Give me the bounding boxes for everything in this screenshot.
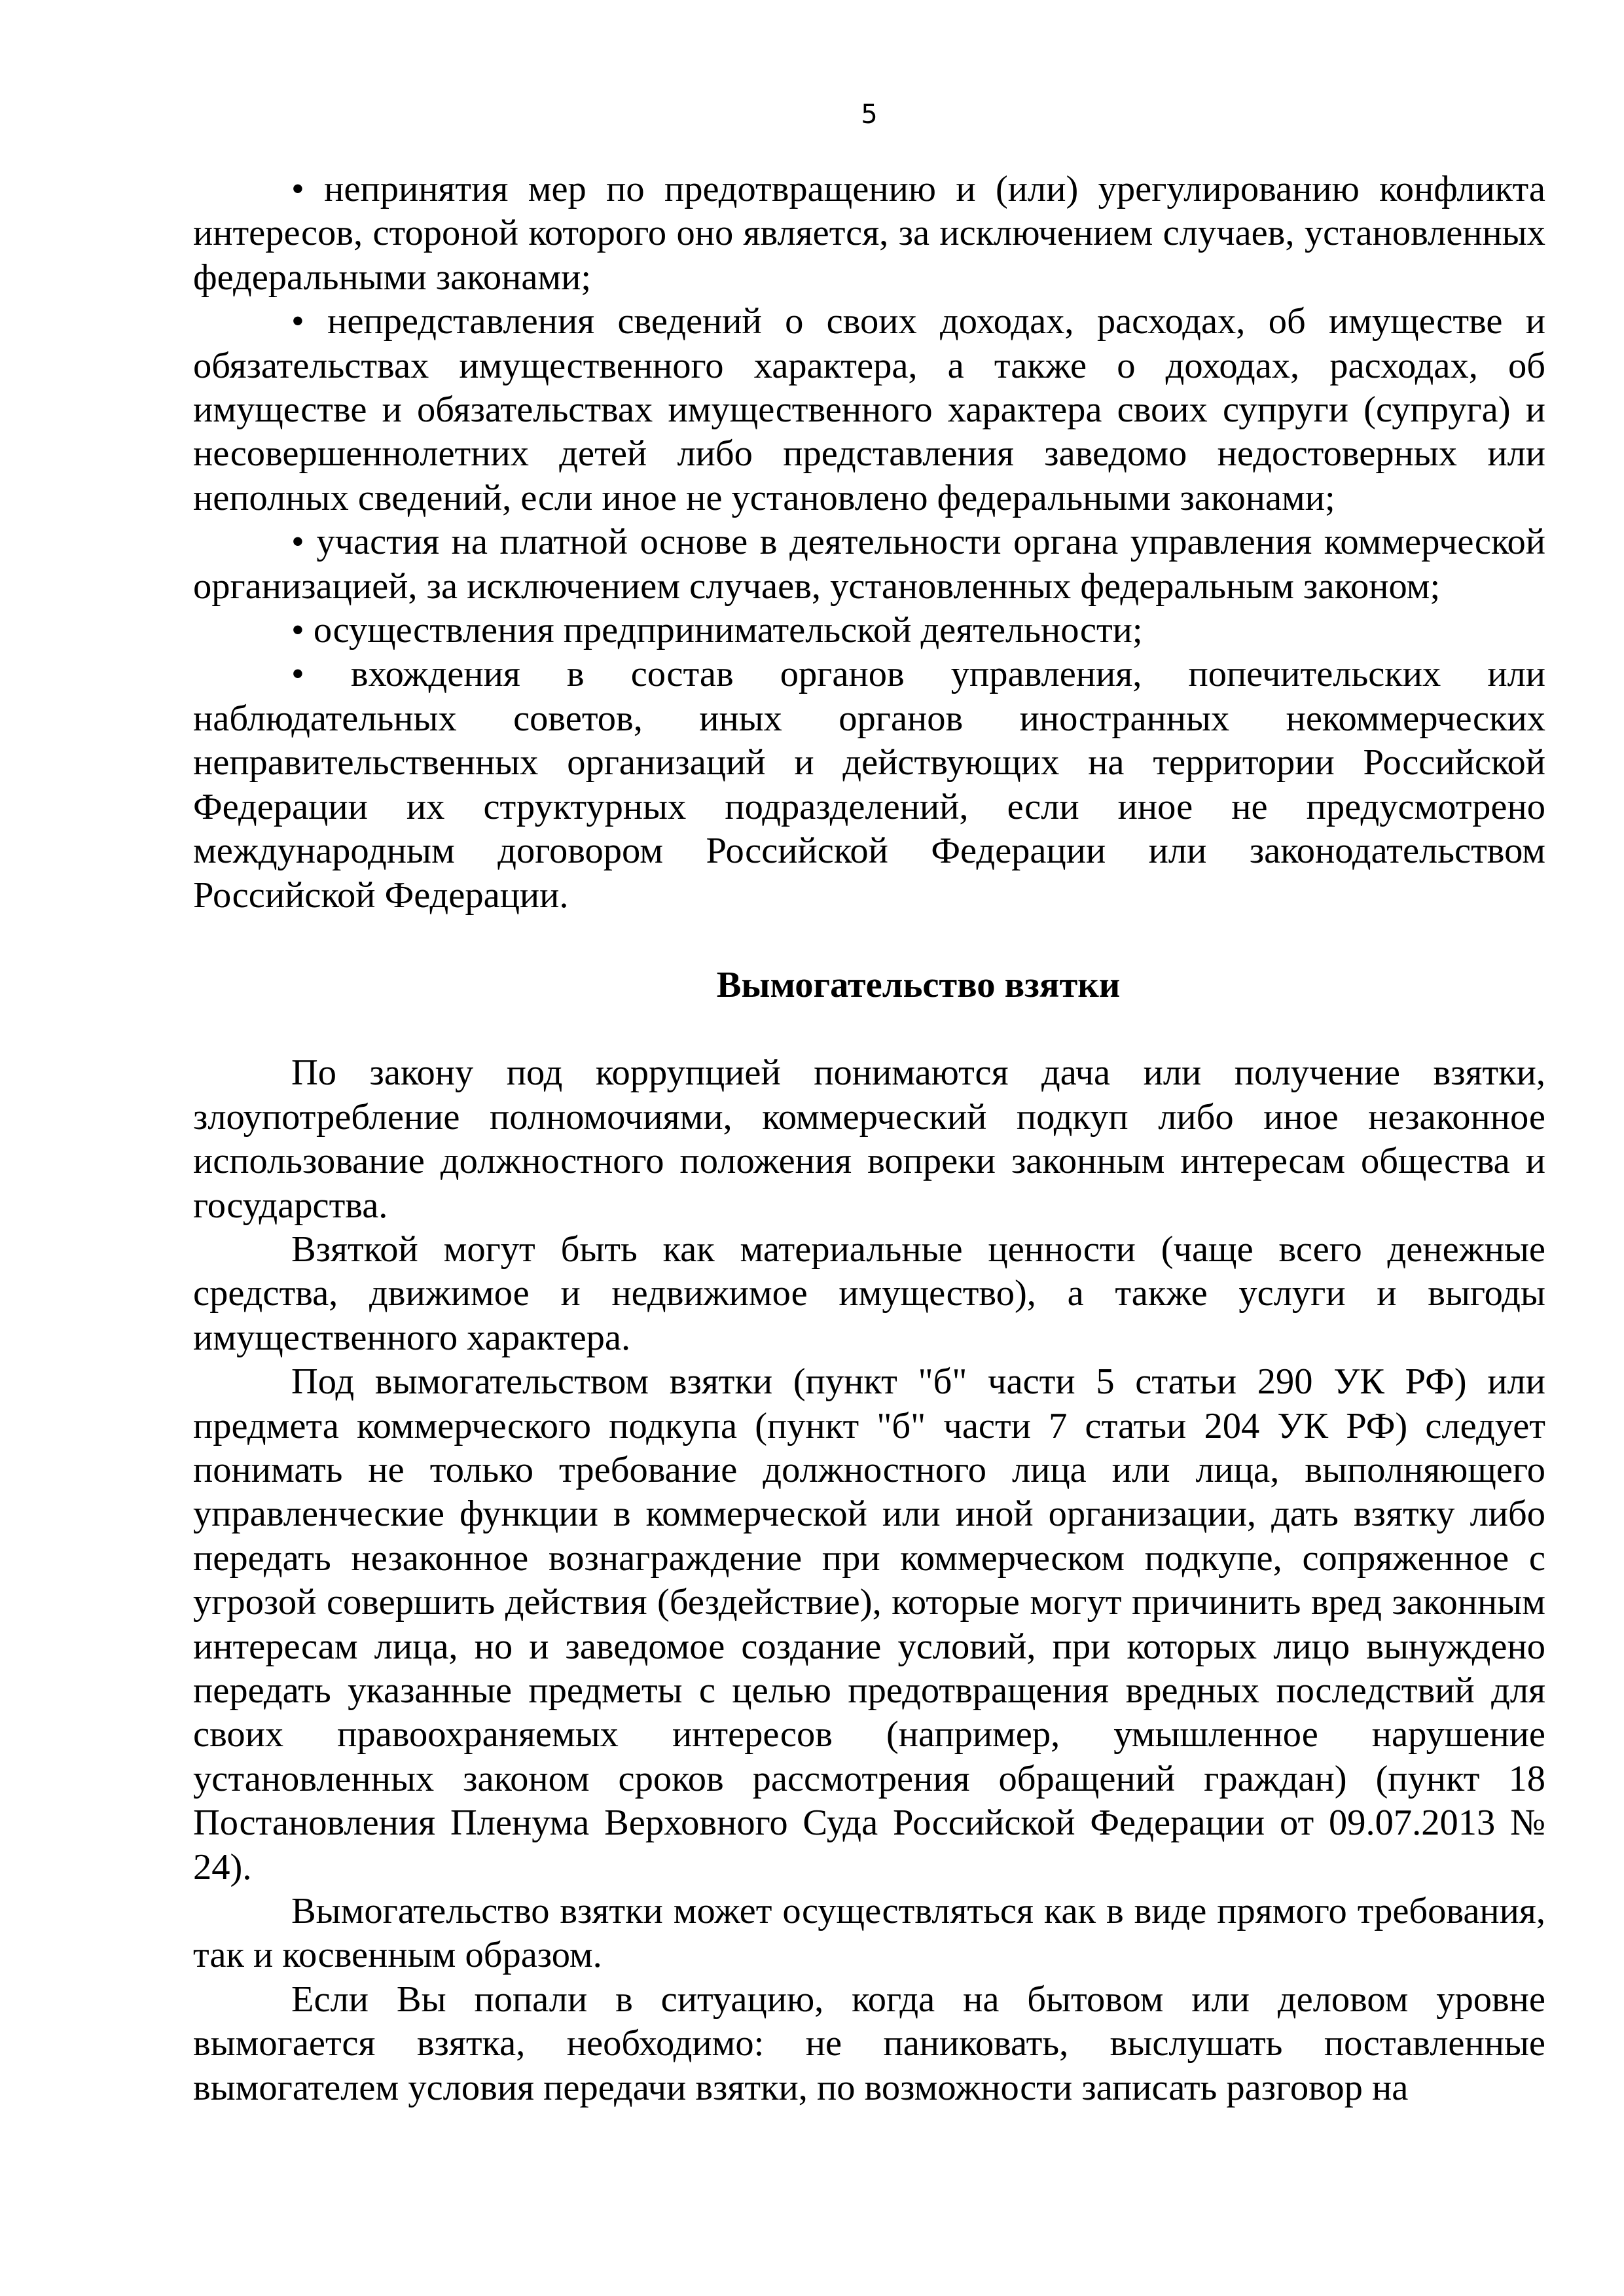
paragraph-bribe-definition: Взяткой могут быть как материальные ценности (чаще всего денежные средства, движимое и недвижимое имущество), а также услуги и выгоды имущественного характера. — [193, 1229, 1545, 1358]
paragraph-extortion-forms: Вымогательство взятки может осуществляться как в виде прямого требования, так и косвенным образом. — [193, 1891, 1545, 1976]
bullet-text: осуществления предпринимательской деятельности; — [313, 610, 1143, 651]
section-heading: Вымогательство взятки — [716, 964, 1121, 1005]
paragraph-what-to-do: Если Вы попали в ситуацию, когда на бытовом или деловом уровне вымогается взятка, необходимо: не паниковать, выслушать поставленные вымогателем условия передачи взятки, по возможности записать разговор на — [193, 1979, 1545, 2108]
bullet-item — [193, 168, 1545, 300]
bullet-icon: • — [291, 522, 304, 563]
bullet-item — [193, 609, 1545, 653]
bullet-text: вхождения в состав органов управления, попечительских или наблюдательных советов, иных органов иностранных некоммерческих неправительственных организаций и действующих на территории Российской Федерации их структурных подразделений, если иное не предусмотрено международным договором Российской Федерации или законодательством Российской Федерации. — [193, 654, 1546, 916]
bullet-icon: • — [291, 301, 304, 342]
page-content — [193, 168, 1545, 2110]
bullet-text: участия на платной основе в деятельности органа управления коммерческой организацией, за исключением случаев, установленных федеральным законом; — [193, 522, 1545, 607]
bullet-item — [193, 300, 1545, 520]
paragraph-corruption-definition: По закону под коррупцией понимаются дача или получение взятки, злоупотребление полномочиями, коммерческий подкуп либо иное незаконное использование должностного положения вопреки законным интересам общества и государства. — [193, 1052, 1545, 1226]
bullet-text: непредставления сведений о своих доходах, расходах, об имуществе и обязательствах имущественного характера, а также о доходах, расходах, об имуществе и обязательствах имущественного характера своих супруги (супруга) и несовершеннолетних детей либо представления заведомо недостоверных или неполных сведений, если иное не установлено федеральными законами; — [193, 301, 1546, 518]
bullet-icon: • — [291, 610, 304, 651]
section-body — [193, 1051, 1545, 2110]
bullet-icon: • — [291, 654, 304, 695]
restrictions-bullet-list — [193, 168, 1545, 918]
paragraph-extortion-definition: Под вымогательством взятки (пункт "б" части 5 статьи 290 УК РФ) или предмета коммерческого подкупа (пункт "б" части 7 статьи 204 УК РФ) следует понимать не только требование должностного лица или лица, выполняющего управленческие функции в коммерческой или иной организации, дать взятку либо передать незаконное вознаграждение при коммерческом подкупе, сопряженное с угрозой совершить действия (бездействие), которые могут причинить вред законным интересам лица, но и заведомое создание условий, при которых лицо вынуждено передать указанные предметы с целью предотвращения вредных последствий для своих правоохраняемых интересов (например, умышленное нарушение установленных законом сроков рассмотрения обращений граждан) (пункт 18 Постановления Пленума Верховного Суда Российской Федерации от 09.07.2013 № 24). — [193, 1361, 1545, 1888]
page-number: 5 — [861, 99, 878, 130]
bullet-item — [193, 653, 1545, 917]
bullet-text: непринятия мер по предотвращению и (или) урегулированию конфликта интересов, стороной которого оно является, за исключением случаев, установленных федеральными законами; — [193, 169, 1546, 298]
bullet-item — [193, 520, 1545, 609]
bullet-icon: • — [291, 169, 304, 209]
